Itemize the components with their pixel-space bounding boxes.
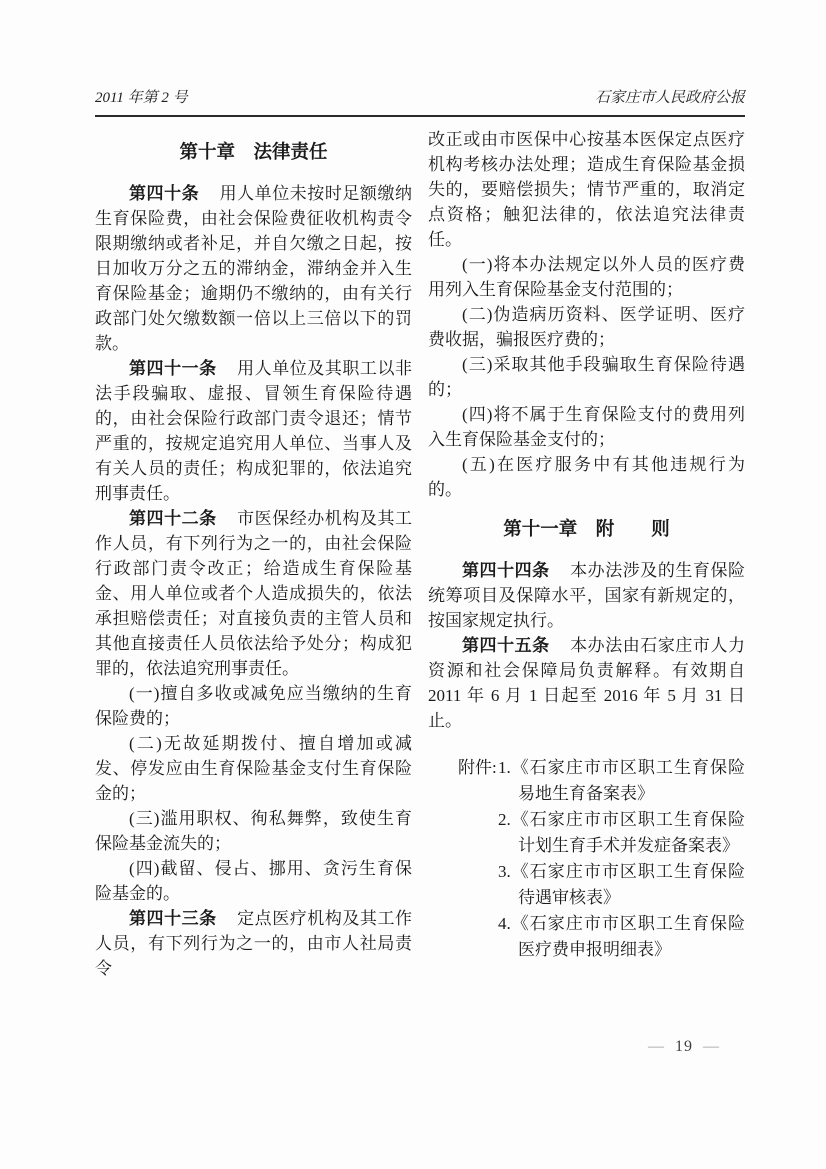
article-43-item-3: (三)采取其他手段骗取生育保险待遇的； — [428, 355, 745, 399]
article-43-number: 第四十三条 — [129, 909, 217, 928]
article-42-item-2: (二)无故延期拨付、擅自增加或减发、停发应由生育保险基金支付生育保险金的； — [95, 734, 412, 803]
article-44-number: 第四十四条 — [462, 561, 550, 580]
two-column-body — [95, 127, 745, 981]
article-41-paragraph — [95, 356, 412, 506]
attachment-1-title: 《石家庄市市区职工生育保险易地生育备案表》 — [510, 758, 745, 803]
attachment-4-title: 《石家庄市市区职工生育保险医疗费申报明细表》 — [510, 914, 745, 959]
article-43-item-1: (一)将本办法规定以外人员的医疗费用列入生育保险基金支付范围的； — [428, 255, 745, 299]
article-43-paragraph — [95, 906, 412, 981]
article-41-number: 第四十一条 — [129, 359, 217, 378]
article-40-text: 用人单位未按时足额缴纳生育保险费，由社会保险费征收机构责令限期缴纳或者补足，并自欠缴之日起，按日加收万分之五的滞纳金，滞纳金并入生育保险基金；逾期仍不缴纳的，由有关行政部门处欠缴数额一倍以上三倍以下的罚款。 — [95, 184, 413, 353]
article-42-item-4: (四)截留、侵占、挪用、贪污生育保险基金的。 — [95, 859, 412, 903]
article-43-continuation: 改正或由市医保中心按基本医保定点医疗机构考核办法处理；造成生育保险基金损失的，要赔偿损失；情节严重的，取消定点资格；触犯法律的，依法追究法律责任。 — [428, 130, 745, 249]
chapter-10-heading: 第十章 法律责任 — [179, 143, 328, 163]
article-42-number: 第四十二条 — [129, 509, 217, 528]
article-42-item-3: (三)滥用职权、徇私舞弊，致使生育保险基金流失的； — [95, 809, 412, 853]
attachments-list — [428, 755, 745, 963]
article-42-text: 市医保经办机构及其工作人员，有下列行为之一的，由社会保险行政部门责令改正；给造成生育保险基金、用人单位或者个人造成损失的，依法承担赔偿责任；对直接负责的主管人员和其他直接责任人员依法给予处分；构成犯罪的，依法追究刑事责任。 — [95, 509, 413, 678]
article-45-number: 第四十五条 — [462, 636, 550, 655]
attachment-4-number: 4. — [498, 914, 511, 933]
attachments-label: 附件: — [458, 758, 497, 777]
attachment-item-4 — [498, 911, 745, 963]
attachment-item-2 — [498, 807, 745, 859]
header-issue-label: 2011 年第 2 号 — [95, 90, 188, 106]
article-40-paragraph — [95, 181, 412, 356]
footer-left-dash: — — [648, 1038, 665, 1055]
right-column — [428, 127, 745, 981]
article-43-item-5: (五)在医疗服务中有其他违规行为的。 — [428, 455, 745, 499]
article-43-text: 定点医疗机构及其工作人员，有下列行为之一的，由市人社局责令 — [95, 909, 413, 978]
header-publication-label: 石家庄市人民政府公报 — [594, 90, 745, 106]
article-45-paragraph — [428, 633, 745, 733]
attachment-item-1 — [498, 755, 745, 807]
article-44-paragraph — [428, 558, 745, 633]
attachment-item-3 — [498, 859, 745, 911]
article-42-item-1: (一)擅自多收或减免应当缴纳的生育保险费的； — [95, 684, 412, 728]
article-44-text: 本办法涉及的生育保险统筹项目及保障水平，国家有新规定的，按国家规定执行。 — [428, 561, 746, 630]
attachment-2-number: 2. — [498, 810, 511, 829]
attachment-3-number: 3. — [498, 862, 511, 881]
footer-right-dash: — — [703, 1038, 720, 1055]
page-number-footer — [638, 1038, 730, 1056]
attachment-3-title: 《石家庄市市区职工生育保险待遇审核表》 — [510, 862, 745, 907]
page-number: 19 — [675, 1038, 693, 1055]
page-header — [95, 86, 745, 117]
chapter-11-heading: 第十一章 附 则 — [503, 520, 670, 540]
article-45-text: 本办法由石家庄市人力资源和社会保障局负责解释。有效期自 2011 年 6 月 1 日起至 2016 年 5 月 31 日止。 — [428, 636, 746, 730]
article-42-paragraph — [95, 506, 412, 681]
left-column — [95, 127, 412, 981]
article-43-item-2: (二)伪造病历资料、医学证明、医疗费收据，骗报医疗费的； — [428, 305, 745, 349]
attachment-1-number: 1. — [498, 758, 511, 777]
attachment-2-title: 《石家庄市市区职工生育保险计划生育手术并发症备案表》 — [510, 810, 745, 855]
article-41-text: 用人单位及其职工以非法手段骗取、虚报、冒领生育保险待遇的，由社会保险行政部门责令退还；情节严重的，按规定追究用人单位、当事人及有关人员的责任；构成犯罪的，依法追究刑事责任。 — [95, 359, 413, 503]
article-40-number: 第四十条 — [129, 184, 200, 203]
article-43-item-4: (四)将不属于生育保险支付的费用列入生育保险基金支付的； — [428, 405, 745, 449]
